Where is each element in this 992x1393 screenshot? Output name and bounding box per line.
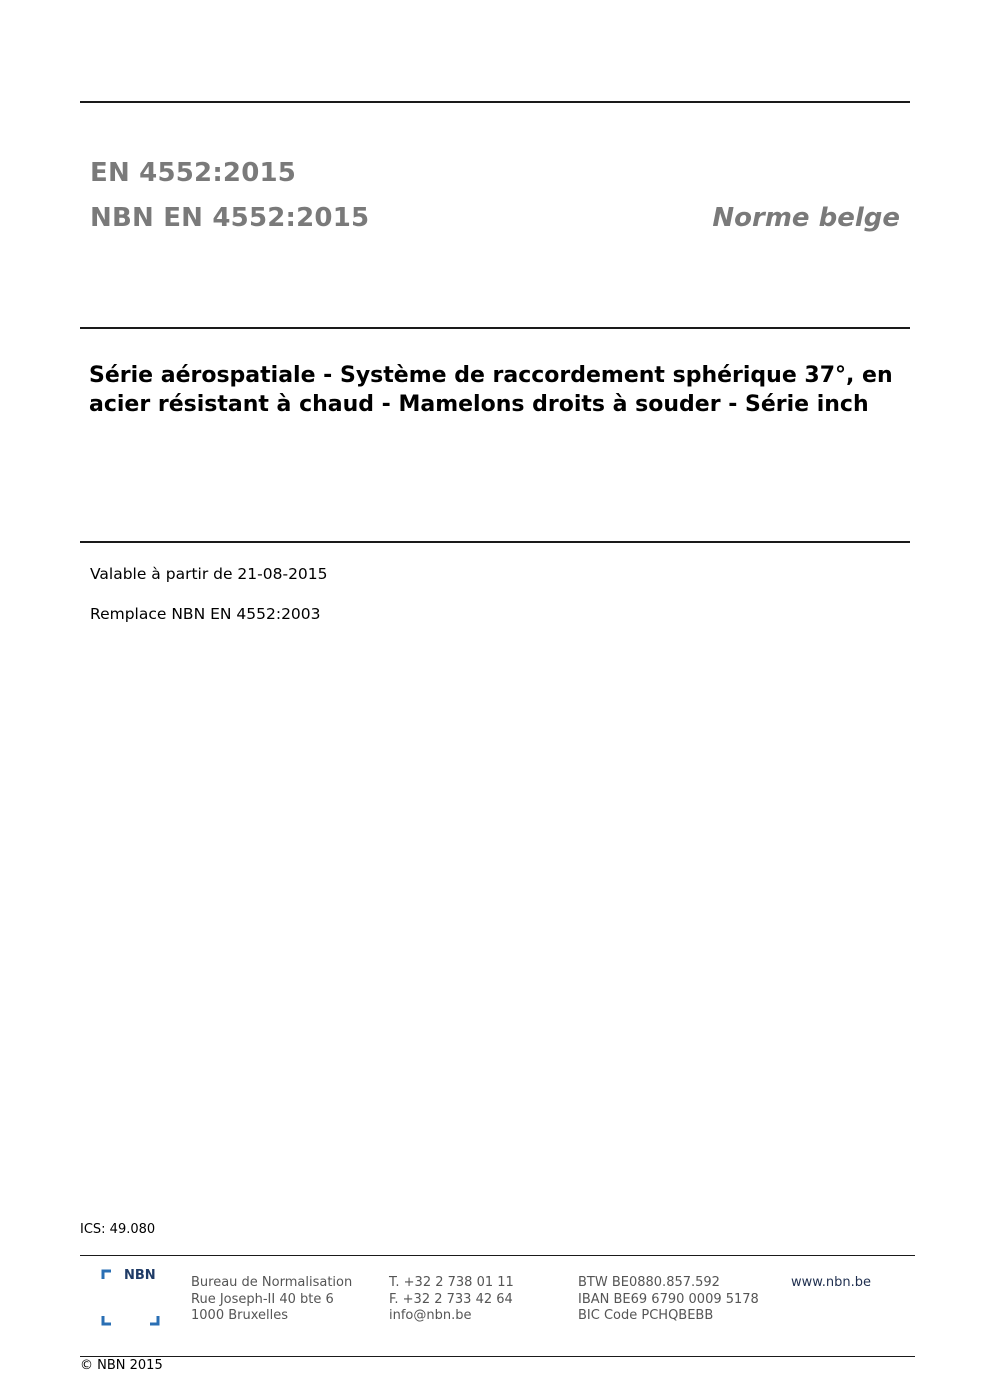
email-address[interactable]: info@nbn.be (389, 1308, 472, 1323)
en-standard-code: EN 4552:2015 (90, 158, 297, 188)
nbn-logo (100, 1268, 162, 1328)
valid-from-text: Valable à partir de 21-08-2015 (90, 565, 328, 583)
iban-number: IBAN BE69 6790 0009 5178 (578, 1291, 759, 1307)
footer-address (191, 1275, 352, 1325)
footer-bank-details (578, 1275, 759, 1325)
title-top-divider (80, 327, 910, 329)
copyright-notice: © NBN 2015 (80, 1358, 163, 1373)
ics-code: ICS: 49.080 (80, 1222, 156, 1237)
website-link[interactable]: www.nbn.be (791, 1275, 871, 1290)
nbn-logo-text: NBN (124, 1268, 156, 1283)
nbn-standard-code: NBN EN 4552:2015 (90, 203, 370, 233)
top-divider (80, 101, 910, 103)
fax-number: F. +32 2 733 42 64 (389, 1291, 513, 1307)
norm-type-label: Norme belge (712, 203, 900, 233)
footer-top-divider (80, 1255, 915, 1256)
footer-website (791, 1275, 871, 1292)
footer-contact (389, 1275, 514, 1325)
document-title: Série aérospatiale - Système de raccordement sphérique 37°, en acier résistant à chaud - Mamelons droits à souder - Série inch (89, 363, 893, 417)
bic-code: BIC Code PCHQBEBB (578, 1308, 714, 1323)
address-line: Rue Joseph-II 40 bte 6 (191, 1291, 334, 1307)
footer-bottom-divider (80, 1356, 915, 1357)
title-bottom-divider (80, 541, 910, 543)
address-line: Bureau de Normalisation (191, 1275, 353, 1290)
vat-number: BTW BE0880.857.592 (578, 1275, 720, 1290)
address-line: 1000 Bruxelles (191, 1308, 289, 1323)
phone-number: T. +32 2 738 01 11 (389, 1275, 514, 1290)
replaces-text: Remplace NBN EN 4552:2003 (90, 605, 321, 623)
